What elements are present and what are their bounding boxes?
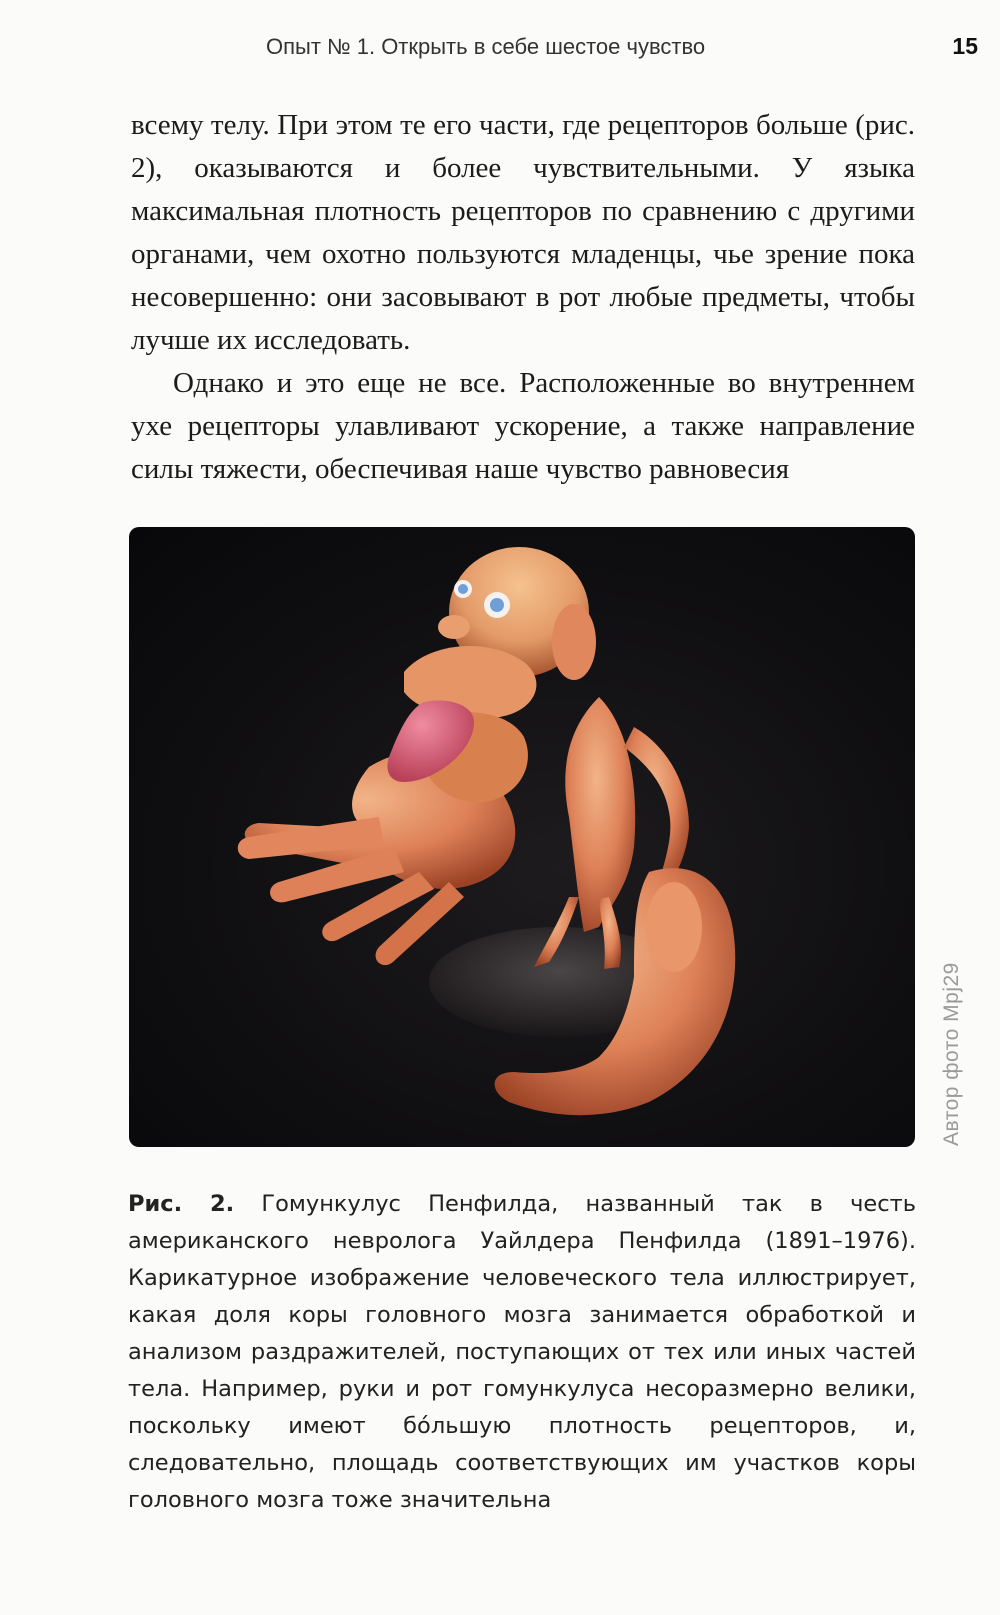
thumb-lower <box>646 882 702 972</box>
paragraph: Однако и это еще не все. Расположенные во внутреннем ухе рецепторы улавливают ускорение, а также направление силы тяжести, обеспечивая наше чувство равновесия <box>131 367 915 485</box>
nose <box>438 615 470 639</box>
eye-iris <box>490 598 504 612</box>
running-head: Опыт № 1. Открыть в себе шестое чувство <box>266 34 706 59</box>
caption-label: Рис. 2. <box>128 1191 235 1217</box>
eye-iris <box>458 584 468 594</box>
page-number: 15 <box>952 33 978 59</box>
homunculus-photo <box>129 527 915 1147</box>
paragraph: всему телу. При этом те его части, где рецепторов больше (рис. 2), оказываются и более чувствительными. У языка максимальная плотность рецепторов по сравнению с другими органами, чем охотно пользуются младенцы, чье зрение пока несовершенно: они засовывают в рот любые предметы, чтобы лучше их исследовать. <box>131 109 915 356</box>
caption-text: Гомункулус Пенфилда, названный так в честь американского невролога Уайлдера Пенфилда (1891–1976). Карикатурное изображение человеческого тела иллюстрирует, какая доля коры головного мозга занимается обработкой и анализом раздражителей, поступающих от тех или иных частей тела. Например, руки и рот гомункулуса несоразмерно велики, поскольку имеют бóльшую плотность рецепторов, и, следовательно, площадь соответствующих им участков коры головного мозга тоже значительна <box>128 1191 916 1513</box>
homunculus-illustration <box>129 527 915 1147</box>
homunculus-body <box>565 697 635 932</box>
body-text <box>131 104 915 491</box>
photo-credit: Автор фото Mpj29 <box>940 962 963 1146</box>
ear <box>552 604 596 680</box>
figure-caption <box>128 1186 916 1519</box>
